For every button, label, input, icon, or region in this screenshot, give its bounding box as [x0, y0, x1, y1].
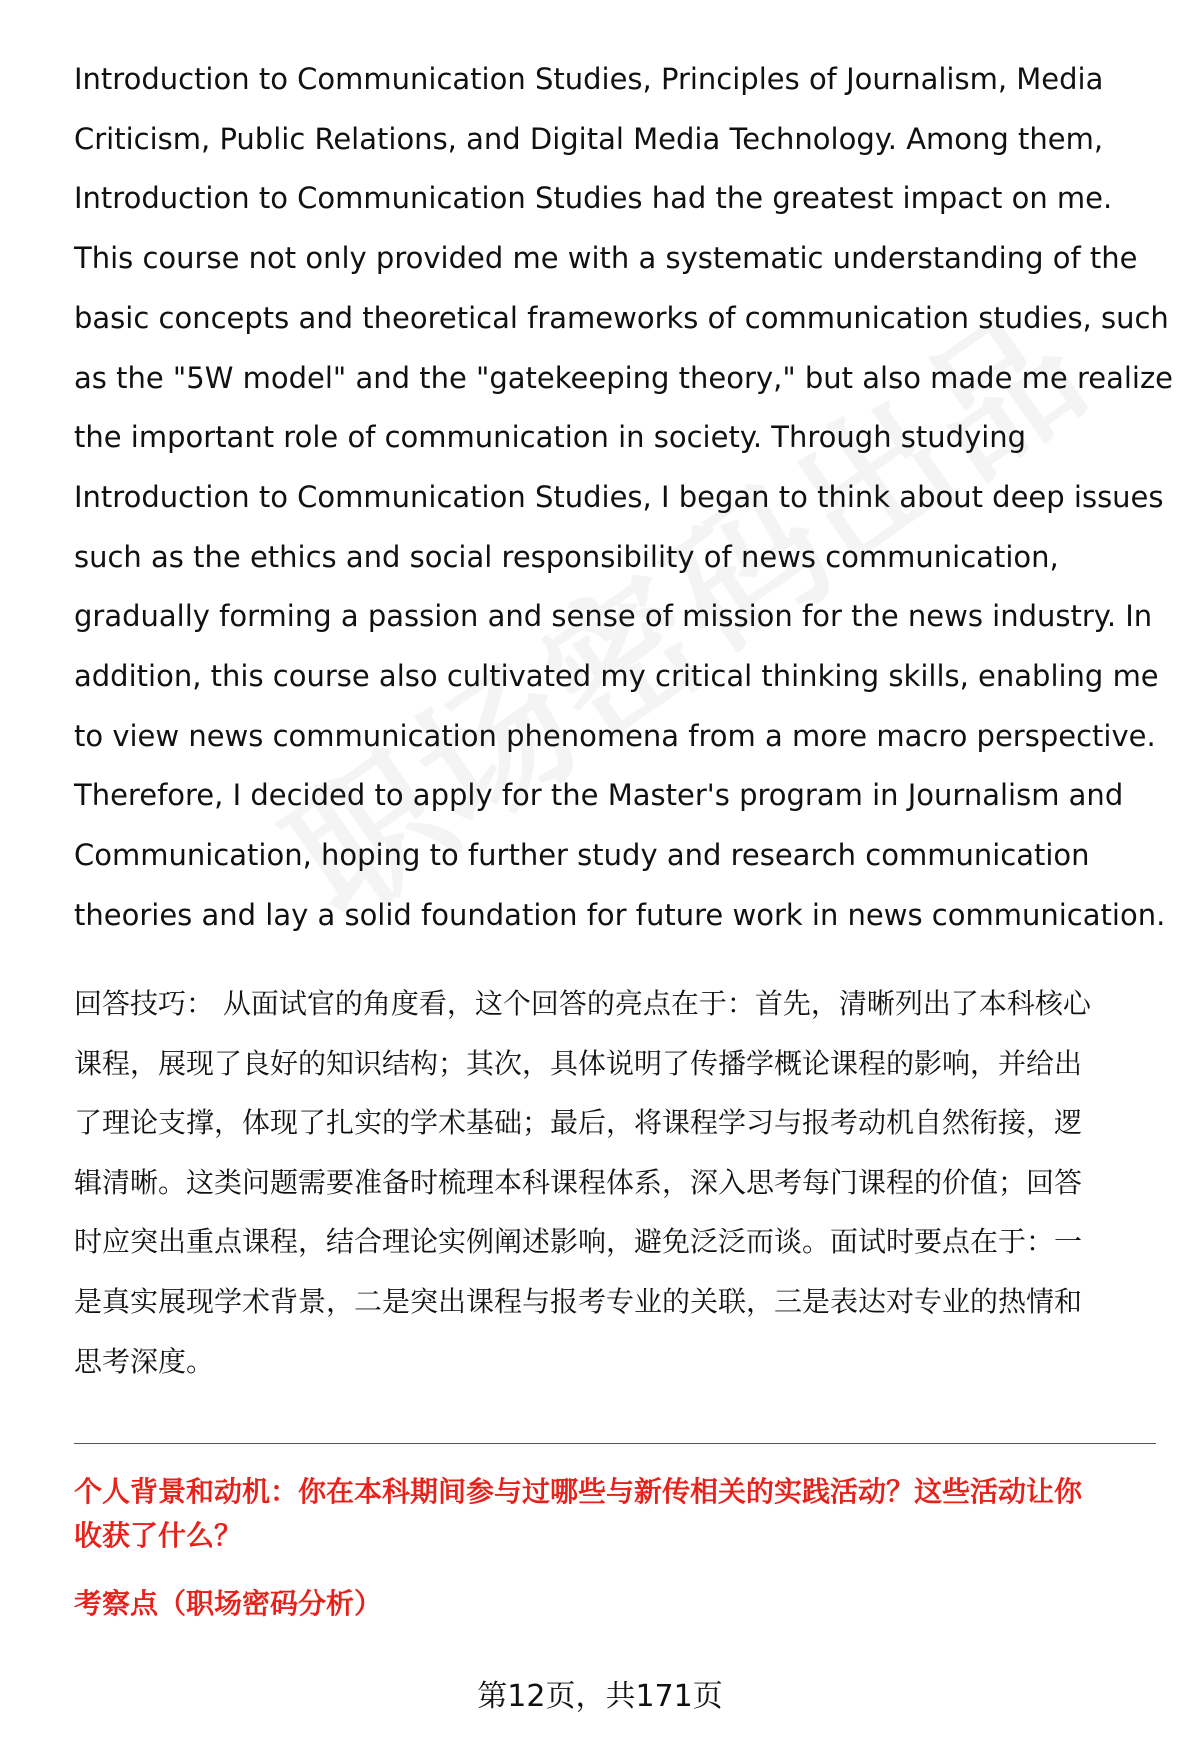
tips-line: 时应突出重点课程，结合理论实例阐述影响，避免泛泛而谈。面试时要点在于：一 [74, 1225, 1083, 1259]
answer-line: Criticism, Public Relations, and Digital Media Technology. Among them, [74, 121, 1104, 156]
question-line: 个人背景和动机：你在本科期间参与过哪些与新传相关的实践活动？这些活动让你 [74, 1475, 1083, 1508]
tips-line: 思考深度。 [74, 1344, 215, 1378]
answer-paragraph [74, 50, 1174, 946]
tips-line: 回答技巧： 从面试官的角度看，这个回答的亮点在于：首先，清晰列出了本科核心 [74, 987, 1091, 1020]
tips-line: 了理论支撑，体现了扎实的学术基础；最后，将课程学习与报考动机自然衔接，逻 [74, 1106, 1083, 1140]
tips-line: 是真实展现学术背景，二是突出课程与报考专业的关联，三是表达对专业的热情和 [74, 1284, 1083, 1318]
answer-line: This course not only provided me with a systematic understanding of the [74, 241, 1138, 276]
section-divider [74, 1443, 1156, 1444]
page-number: 第12页，共171页 [477, 1679, 723, 1714]
answer-line: Communication, hoping to further study and research communication [74, 838, 1090, 873]
answer-line: gradually forming a passion and sense of mission for the news industry. In [74, 599, 1153, 634]
question-line: 收获了什么？ [74, 1519, 243, 1552]
answer-line: such as the ethics and social responsibility of news communication, [74, 539, 1059, 574]
answer-line: Therefore, I decided to apply for the Master's program in Journalism and [74, 778, 1124, 813]
answer-line: basic concepts and theoretical frameworks of communication studies, such [74, 300, 1169, 335]
answer-tips-paragraph [74, 974, 1164, 1391]
answer-line: Introduction to Communication Studies, I began to think about deep issues [74, 479, 1164, 514]
answer-line: addition, this course also cultivated my critical thinking skills, enabling me [74, 659, 1159, 694]
answer-line: theories and lay a solid foundation for future work in news communication. [74, 897, 1166, 932]
answer-line: the important role of communication in society. Through studying [74, 420, 1027, 455]
answer-line: as the "5W model" and the "gatekeeping theory," but also made me realize [74, 360, 1174, 395]
answer-line: Introduction to Communication Studies, Principles of Journalism, Media [74, 62, 1104, 96]
tips-line: 课程，展现了良好的知识结构；其次，具体说明了传播学概论课程的影响，并给出 [74, 1046, 1083, 1080]
tips-line: 辑清晰。这类问题需要准备时梳理本科课程体系，深入思考每门课程的价值；回答 [74, 1165, 1083, 1199]
question-heading [74, 1470, 1164, 1558]
answer-line: to view news communication phenomena from a more macro perspective. [74, 718, 1156, 753]
assessment-point-heading: 考察点（职场密码分析） [74, 1587, 383, 1620]
answer-line: Introduction to Communication Studies had the greatest impact on me. [74, 181, 1113, 216]
